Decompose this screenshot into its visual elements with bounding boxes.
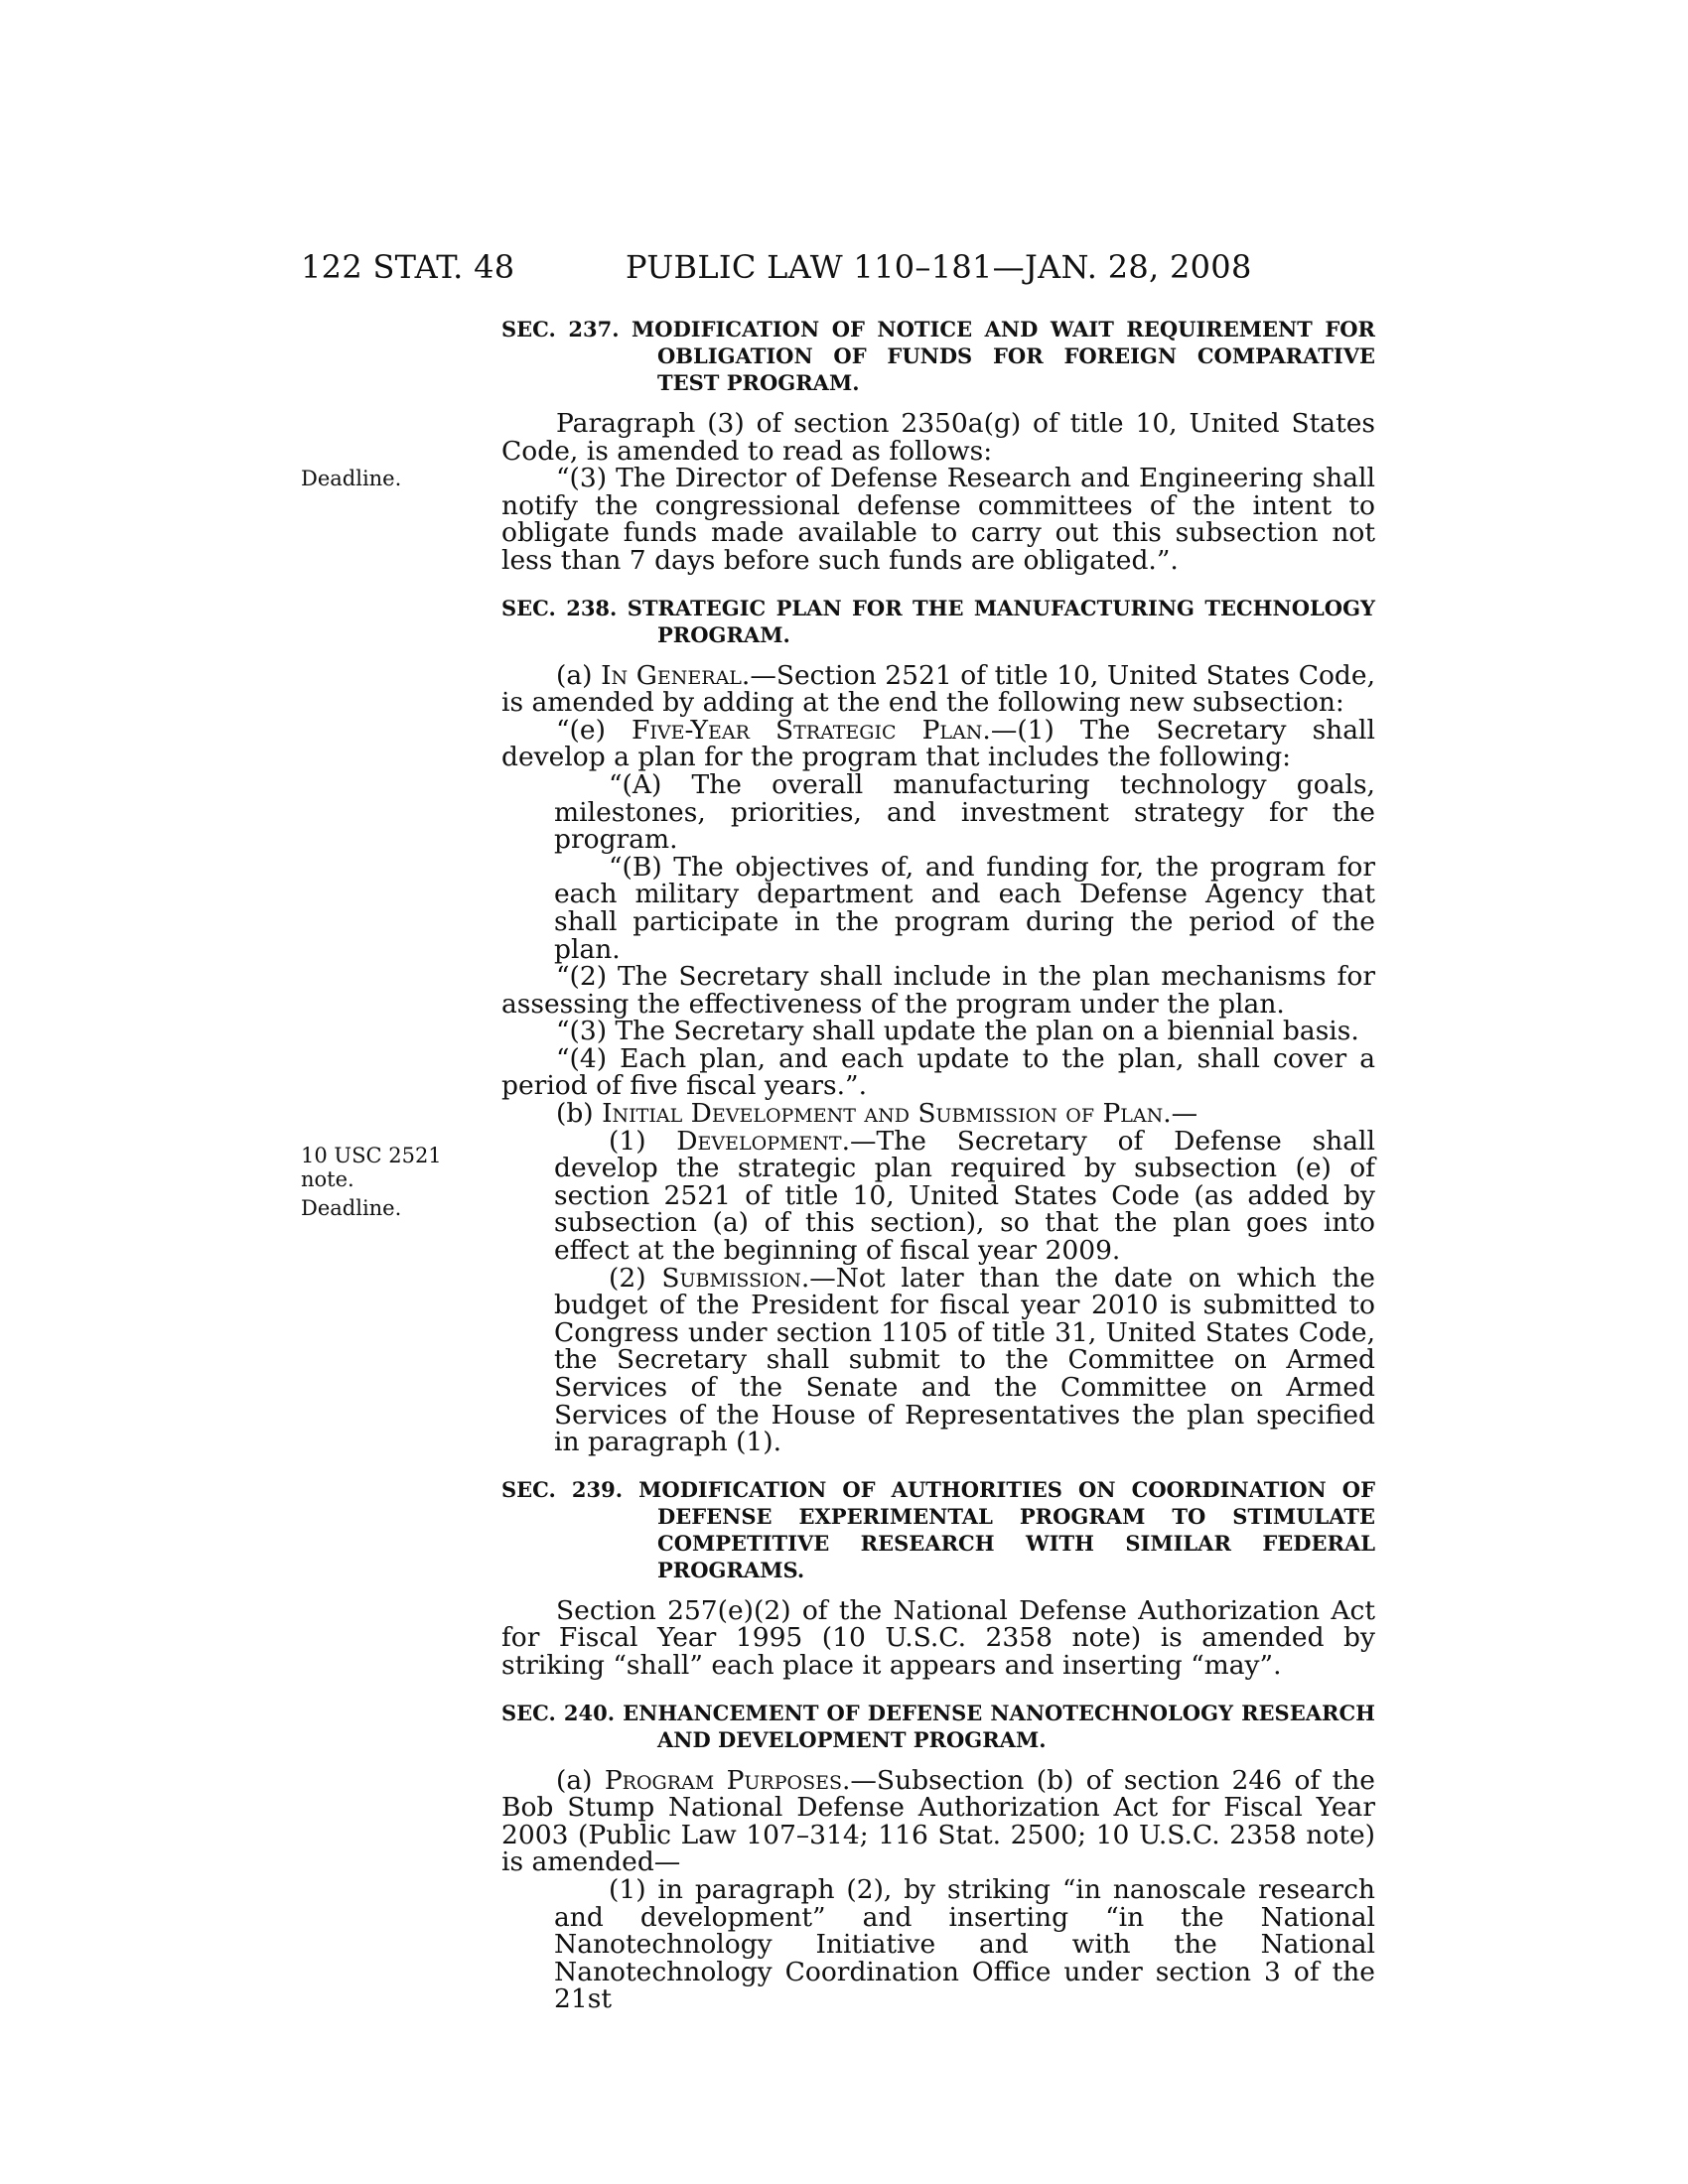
subsection-a: (a) Program Purposes.—Subsection (b) of section 246 of the Bob Stump National Defense Authorization Act for Fiscal Year 2003 (Public Law 107–314; 116 Stat. 2500; 10 U.S.C. 2358 note) is amended— — [501, 1764, 1375, 1878]
paragraph-b2: (2) Submission.—Not later than the date on which the budget of the President for fiscal year 2010 is submitted to Congress under section 1105 of title 31, United States Code, the Secretary shall submit to the Committee on Armed Services of the Senate and the Committee on Armed Services of the House of Representatives the plan specified in paragraph (1). — [554, 1262, 1375, 1458]
stat-page-number: 122 STAT. 48 — [301, 248, 515, 286]
margin-note-usc-line2: note. — [301, 1167, 354, 1191]
paragraph-3: “(3) The Secretary shall update the plan on a biennial basis. — [556, 1016, 1359, 1047]
subsection-b: (b) Initial Development and Submission of Plan.— — [556, 1098, 1198, 1130]
subsection-a: (a) In General.—Section 2521 of title 10, United States Code, is amended by adding at the end the following new subsection: — [501, 659, 1375, 719]
paragraph: “(3) The Director of Defense Research and Engineering shall notify the congressional defense committees of the intent to obligate funds made available to carry out this subsection not less than 7 days before such funds are obligated.”. — [501, 463, 1375, 576]
clause-B: “(B) The objectives of, and funding for, the program for each military department and each Defense Agency that shall participate in the program during the period of the plan. — [554, 851, 1375, 965]
section-heading-240: SEC. 240. ENHANCEMENT OF DEFENSE NANOTECHNOLOGY RESEARCH AND DEVELOPMENT PROGRAM. — [501, 1700, 1375, 1752]
section-heading-237: SEC. 237. MODIFICATION OF NOTICE AND WAIT REQUIREMENT FOR OBLIGATION OF FUNDS FOR FOREIGN COMPARATIVE TEST PROGRAM. — [501, 317, 1375, 395]
paragraph: Section 257(e)(2) of the National Defense Authorization Act for Fiscal Year 1995 (10 U.S.C. 2358 note) is amended by striking “shall” each place it appears and inserting “may”. — [501, 1594, 1375, 1681]
clause-A: “(A) The overall manufacturing technology goals, milestones, priorities, and investment strategy for the program. — [554, 768, 1375, 856]
paragraph-1: (1) in paragraph (2), by striking “in nanoscale research and development” and inserting “in the National Nanotechnology Initiative and with the National Nanotechnology Coordination Office under section 3 of the 21st — [554, 1873, 1375, 2015]
margin-note-deadline: Deadline. — [301, 1196, 402, 1220]
subsection-e: “(e) Five-Year Strategic Plan.—(1) The Secretary shall develop a plan for the program that includes the following: — [501, 714, 1375, 773]
margin-note-deadline: Deadline. — [301, 467, 402, 490]
paragraph-4: “(4) Each plan, and each update to the plan, shall cover a period of five fiscal years.”. — [501, 1042, 1375, 1102]
section-heading-239: SEC. 239. MODIFICATION OF AUTHORITIES ON COORDINATION OF DEFENSE EXPERIMENTAL PROGRAM TO STIMULATE COMPETITIVE RESEARCH WITH SIMILAR FEDERAL PROGRAMS. — [501, 1476, 1375, 1582]
paragraph-2: “(2) The Secretary shall include in the plan mechanisms for assessing the effectiveness of the program under the plan. — [501, 961, 1375, 1020]
margin-note-usc — [301, 1144, 442, 1191]
margin-note-usc-line1: 10 USC 2521 — [301, 1144, 442, 1167]
public-law-header: PUBLIC LAW 110–181—JAN. 28, 2008 — [626, 248, 1252, 286]
section-heading-238: SEC. 238. STRATEGIC PLAN FOR THE MANUFACTURING TECHNOLOGY PROGRAM. — [501, 595, 1375, 647]
paragraph: Paragraph (3) of section 2350a(g) of title 10, United States Code, is amended to read as follows: — [501, 408, 1375, 467]
document-body — [501, 316, 1375, 2013]
paragraph-b1: (1) Development.—The Secretary of Defense shall develop the strategic plan required by subsection (e) of section 2521 of title 10, United States Code (as added by subsection (a) of this section), so that the plan goes into effect at the beginning of fiscal year 2009. — [554, 1125, 1376, 1267]
